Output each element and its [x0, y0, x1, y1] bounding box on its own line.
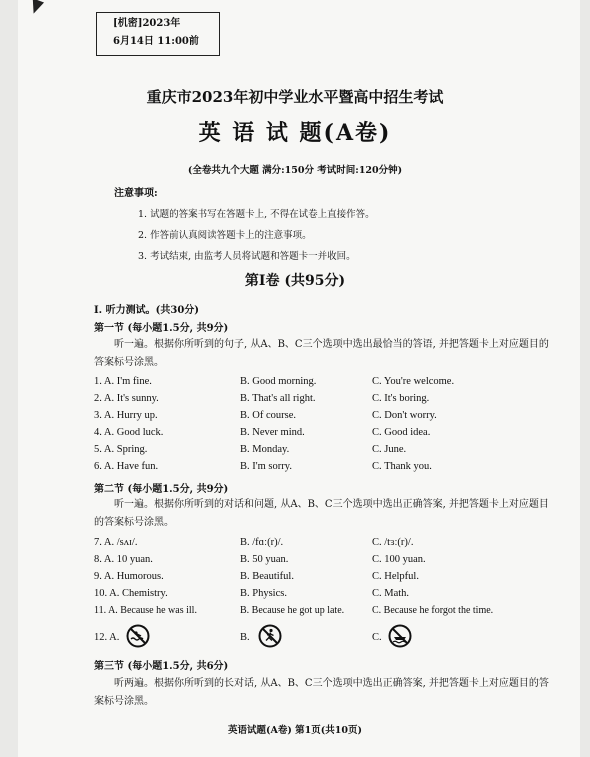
question-option: 1. A. I'm fine.: [94, 376, 152, 387]
question-option: 10. A. Chemistry.: [94, 588, 168, 599]
question-option: B. /fɑː(r)/.: [240, 537, 284, 548]
question-option: 7. A. /sʌɪ/.: [94, 537, 138, 548]
section-1-instruction: 听一遍。根据你所听到的句子, 从A、B、C三个选项中选出最恰当的答语, 并把答题卡上对应题目的答案标号涂黑。: [94, 339, 549, 368]
question-option: C. Don't worry.: [372, 410, 437, 421]
question-option: B. Physics.: [240, 588, 287, 599]
question-option: C. Thank you.: [372, 461, 432, 472]
question-option: B. 50 yuan.: [240, 554, 289, 565]
section-3-heading: 第三节 (每小题1.5分, 共6分): [94, 661, 229, 672]
question-option: C. Because he forgot the time.: [372, 605, 494, 616]
question-option: C. Math.: [372, 588, 410, 599]
question-option: B. Because he got up late.: [240, 605, 345, 616]
section-2-instruction: 听一遍。根据你所听到的对话和问题, 从A、B、C三个选项中选出正确答案, 并把答题卡上对应题目的答案标号涂黑。: [94, 499, 549, 528]
section-3-instruction: 听两遍。根据你所听到的长对话, 从A、B、C三个选项中选出正确答案, 并把答题卡上对应题目的答案标号涂黑。: [94, 678, 549, 707]
question-option: 4. A. Good luck.: [94, 427, 164, 438]
question-option: C.: [372, 632, 382, 643]
question-option: 6. A. Have fun.: [94, 461, 159, 472]
listening-title: I. 听力测试。(共30分): [94, 305, 200, 316]
question-option: B.: [240, 632, 250, 643]
question-option: B. Never mind.: [240, 427, 305, 438]
notice-item: 1. 试题的答案书写在答题卡上, 不得在试卷上直接作答。: [138, 209, 375, 220]
question-option: 8. A. 10 yuan.: [94, 554, 153, 565]
no-running-icon: [258, 624, 282, 648]
exam-title: 重庆市2023年初中学业水平暨高中招生考试: [146, 88, 444, 106]
notice-item: 3. 考试结束, 由监考人员将试题和答题卡一并收回。: [138, 251, 356, 262]
question-option: 2. A. It's sunny.: [94, 393, 159, 404]
notice-heading: 注意事项:: [114, 188, 158, 199]
question-option: 12. A.: [94, 632, 120, 643]
question-option: C. Good idea.: [372, 427, 431, 438]
question-option: B. Beautiful.: [240, 571, 294, 582]
exam-info: (全卷共九个大题 满分:150分 考试时间:120分钟): [187, 165, 403, 176]
section-2-heading: 第二节 (每小题1.5分, 共9分): [94, 484, 229, 495]
question-option: C. It's boring.: [372, 393, 430, 404]
confidential-stamp: [96, 12, 220, 56]
question-option: 5. A. Spring.: [94, 444, 148, 455]
question-option: C. 100 yuan.: [372, 554, 426, 565]
stamp-line-1: [机密]2023年: [113, 18, 181, 29]
question-option: B. Good morning.: [240, 376, 317, 387]
no-boating-icon: [388, 624, 412, 648]
question-option: B. Of course.: [240, 410, 296, 421]
question-option: B. That's all right.: [240, 393, 316, 404]
question-option: B. I'm sorry.: [240, 461, 292, 472]
stamp-line-2: 6月14日 11:00前: [113, 36, 199, 47]
question-option: C. You're welcome.: [372, 376, 455, 387]
no-swimming-icon: [126, 624, 150, 648]
notice-item: 2. 作答前认真阅读答题卡上的注意事项。: [138, 230, 312, 241]
page-footer: 英语试题(A卷) 第1页(共10页): [228, 725, 362, 736]
part-title: 第I卷 (共95分): [244, 273, 346, 289]
question-option: B. Monday.: [240, 444, 290, 455]
question-option: C. /tɜː(r)/.: [372, 537, 414, 548]
question-option: C. June.: [372, 444, 407, 455]
question-option: 9. A. Humorous.: [94, 571, 164, 582]
subject-title: 英 语 试 题(A卷): [198, 120, 392, 146]
section-1-heading: 第一节 (每小题1.5分, 共9分): [94, 323, 229, 334]
question-option: 3. A. Hurry up.: [94, 410, 158, 421]
question-option: 11. A. Because he was ill.: [94, 605, 197, 616]
question-option: C. Helpful.: [372, 571, 419, 582]
